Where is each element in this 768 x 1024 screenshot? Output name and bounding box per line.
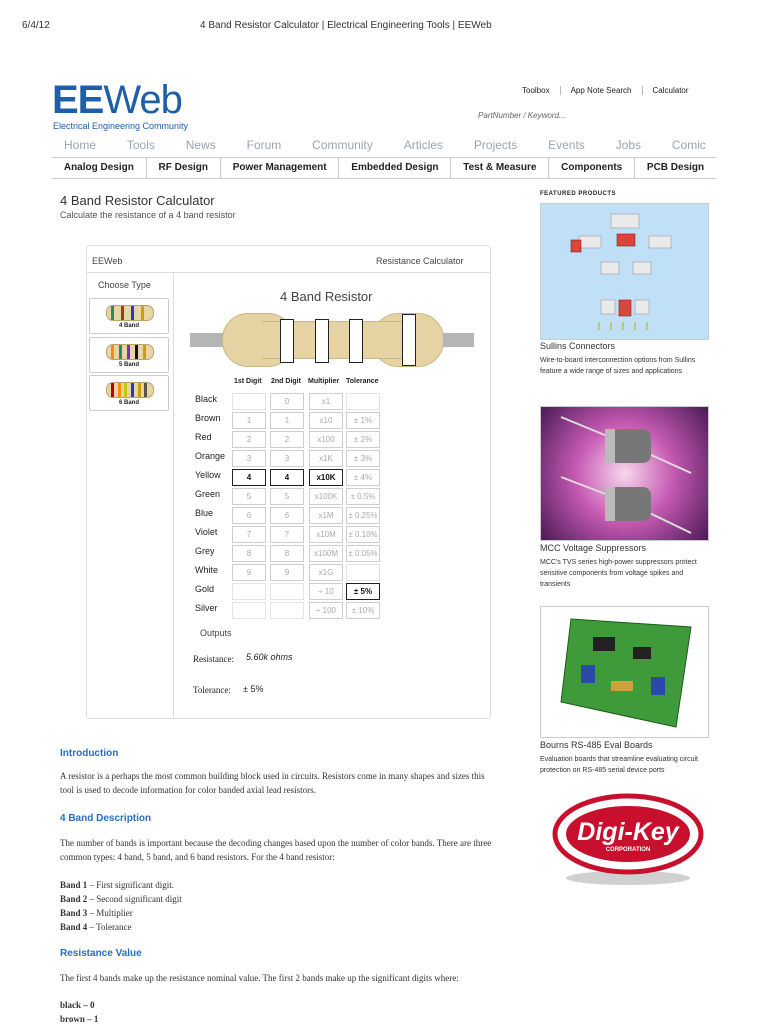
cell-tol-green[interactable]: ± 0.5% <box>346 488 380 505</box>
mini-band <box>143 345 146 359</box>
cell-mult-yellow[interactable]: x10K <box>309 469 343 486</box>
cell-mult-grey[interactable]: x100M <box>309 545 343 562</box>
top-links <box>512 86 699 95</box>
cell-tol-gold[interactable]: ± 5% <box>346 583 380 600</box>
cell-d1-yellow[interactable]: 4 <box>232 469 266 486</box>
resistor-4-band-icon <box>106 305 154 321</box>
resistance-value-text: The first 4 bands make up the resistance nominal value. The first 2 bands make up the significant digits where: <box>60 973 459 983</box>
tolerance-label: Tolerance: <box>193 685 231 695</box>
mcc-voltage-suppressors-title[interactable]: MCC Voltage Suppressors <box>540 543 647 553</box>
color-row-label: Gold <box>195 584 215 594</box>
digit-list <box>60 998 500 1024</box>
mini-band <box>118 383 121 397</box>
band-list <box>60 878 500 934</box>
color-row-label: Orange <box>195 451 226 461</box>
cell-d1-red[interactable]: 2 <box>232 431 266 448</box>
color-row-label: Red <box>195 432 212 442</box>
calculator-name: Resistance Calculator <box>376 256 464 266</box>
resistor-band-2 <box>315 319 329 363</box>
choose-type-label: Choose Type <box>98 280 151 290</box>
digikey-logo[interactable] <box>552 790 704 890</box>
cell-d1-green[interactable]: 5 <box>232 488 266 505</box>
cell-tol-silver[interactable]: ± 10% <box>346 602 380 619</box>
resistor-5-band-icon <box>106 344 154 360</box>
nav-community[interactable]: Community <box>312 138 373 152</box>
bourns-rs485-image[interactable] <box>540 606 709 738</box>
nav-projects[interactable]: Projects <box>473 138 518 152</box>
nav-events[interactable]: Events <box>548 138 585 152</box>
cell-tol-black <box>346 393 380 410</box>
sullins-connectors-title[interactable]: Sullins Connectors <box>540 341 616 351</box>
resistor-band-4 <box>402 314 416 366</box>
calculator-column-divider <box>173 273 174 718</box>
mini-band <box>141 306 144 320</box>
calculator-divider <box>87 272 490 273</box>
type-4-band-button[interactable] <box>89 298 169 334</box>
cell-tol-yellow[interactable]: ± 4% <box>346 469 380 486</box>
cell-d1-blue[interactable]: 6 <box>232 507 266 524</box>
cell-d2-black[interactable]: 0 <box>270 393 304 410</box>
nav-home[interactable]: Home <box>64 138 97 152</box>
color-row-label: White <box>195 565 219 575</box>
col-header-2nd-digit: 2nd Digit <box>271 378 301 385</box>
band-list-item: Band 1 – First significant digit. <box>60 880 175 890</box>
cat-analog-design[interactable]: Analog Design <box>63 162 134 173</box>
cell-tol-violet[interactable]: ± 0.10% <box>346 526 380 543</box>
cell-d1-silver <box>232 602 266 619</box>
tolerance-value: ± 5% <box>243 684 264 694</box>
color-row-label: Brown <box>195 413 221 423</box>
outputs-heading: Outputs <box>200 628 232 638</box>
col-header-1st-digit: 1st Digit <box>234 378 262 385</box>
cell-mult-red[interactable]: x100 <box>309 431 343 448</box>
cell-mult-violet[interactable]: x10M <box>309 526 343 543</box>
resistance-value: 5.60k ohms <box>246 652 293 662</box>
category-nav <box>52 157 716 179</box>
nav-forum[interactable]: Forum <box>246 138 282 152</box>
logo-tagline: Electrical Engineering Community <box>53 121 189 131</box>
search-input[interactable]: PartNumber / Keyword... <box>478 111 566 120</box>
cell-d1-white[interactable]: 9 <box>232 564 266 581</box>
intro-text: A resistor is a perhaps the most common building block used in circuits. Resistors come in many shapes and sizes this tool is used to decode information for color banded axial lead resistors. <box>60 771 485 795</box>
mini-band <box>111 345 114 359</box>
band-list-item: Band 3 – Multiplier <box>60 908 133 918</box>
nav-news[interactable]: News <box>185 138 216 152</box>
color-row-label: Black <box>195 394 218 404</box>
cell-d2-brown[interactable]: 1 <box>270 412 304 429</box>
cell-tol-grey[interactable]: ± 0.05% <box>346 545 380 562</box>
logo-ee: EE <box>52 78 104 122</box>
cat-rf-design[interactable]: RF Design <box>146 158 220 178</box>
page-subtitle: Calculate the resistance of a 4 band resistor <box>60 210 236 220</box>
band-list-item: Band 4 – Tolerance <box>60 922 132 932</box>
resistor-title: 4 Band Resistor <box>280 289 373 304</box>
col-header-tolerance: Tolerance <box>346 378 379 385</box>
cell-d1-grey[interactable]: 8 <box>232 545 266 562</box>
logo-web: Web <box>103 78 182 122</box>
digit-list-item: brown – 1 <box>60 1014 99 1024</box>
cat-power-management[interactable]: Power Management <box>220 158 339 178</box>
cell-d2-blue[interactable]: 6 <box>270 507 304 524</box>
app-note-search-link[interactable]: App Note Search <box>560 86 642 95</box>
cell-d2-silver <box>270 602 304 619</box>
digikey-logo-text: Digi-Key <box>577 818 679 846</box>
type-5-band-button[interactable] <box>89 337 169 373</box>
nav-comic[interactable]: Comic <box>671 138 706 152</box>
nav-jobs[interactable]: Jobs <box>615 138 642 152</box>
cell-tol-red[interactable]: ± 2% <box>346 431 380 448</box>
cell-mult-green[interactable]: x100K <box>309 488 343 505</box>
cell-d2-orange[interactable]: 3 <box>270 450 304 467</box>
cell-mult-brown[interactable]: x10 <box>309 412 343 429</box>
cell-d2-gold <box>270 583 304 600</box>
print-title: 4 Band Resistor Calculator | Electrical Engineering Tools | EEWeb <box>200 20 492 31</box>
cell-d1-black <box>232 393 266 410</box>
type-6-band-button[interactable] <box>89 375 169 411</box>
cell-tol-orange[interactable]: ± 3% <box>346 450 380 467</box>
resistor-band-1 <box>280 319 294 363</box>
toolbox-link[interactable]: Toolbox <box>522 86 550 95</box>
calculator-link[interactable]: Calculator <box>642 86 699 95</box>
page-title: 4 Band Resistor Calculator <box>60 193 215 208</box>
cell-mult-white[interactable]: x1G <box>309 564 343 581</box>
sullins-connectors-desc: Wire-to-board interconnection options from Sullins feature a wide range of sizes and applications <box>540 357 696 375</box>
band-description-heading: 4 Band Description <box>60 813 152 824</box>
cell-d1-orange[interactable]: 3 <box>232 450 266 467</box>
cell-mult-blue[interactable]: x1M <box>309 507 343 524</box>
cat-test-measure[interactable]: Test & Measure <box>450 158 548 178</box>
cell-mult-black[interactable]: x1 <box>309 393 343 410</box>
cell-tol-blue[interactable]: ± 0.25% <box>346 507 380 524</box>
band-description-text: The number of bands is important because the decoding changes based upon the number of color bands. There are three common types: 4 band, 5 band, and 6 band resistors. For the 4 band resistor: <box>60 838 492 862</box>
resistor-band-3 <box>349 319 363 363</box>
cell-d1-brown[interactable]: 1 <box>232 412 266 429</box>
cat-components[interactable]: Components <box>548 158 634 178</box>
cell-d1-gold <box>232 583 266 600</box>
mini-band <box>135 345 138 359</box>
resistor-lead-left <box>190 333 226 347</box>
nav-tools[interactable]: Tools <box>126 138 155 152</box>
cat-embedded-design[interactable]: Embedded Design <box>338 158 450 178</box>
type-4-band-label: 4 Band <box>118 323 139 329</box>
color-row-label: Green <box>195 489 221 499</box>
cell-d1-violet[interactable]: 7 <box>232 526 266 543</box>
resistance-value-heading: Resistance Value <box>60 948 142 959</box>
bourns-rs485-desc: Evaluation boards that streamline evaluating circuit protection on RS-485 serial device ports <box>540 756 698 774</box>
cell-d2-red[interactable]: 2 <box>270 431 304 448</box>
intro-heading: Introduction <box>60 748 119 759</box>
mini-band <box>111 306 114 320</box>
cell-d2-yellow[interactable]: 4 <box>270 469 304 486</box>
color-row-label: Silver <box>195 603 218 613</box>
band-list-item: Band 2 – Second significant digit <box>60 894 182 904</box>
print-date: 6/4/12 <box>22 20 50 31</box>
digikey-logo-sub: CORPORATION <box>605 847 651 853</box>
resistor-6-band-icon <box>106 382 154 398</box>
mcc-voltage-suppressors-image[interactable] <box>540 406 709 541</box>
cat-pcb-design[interactable]: PCB Design <box>634 158 716 178</box>
mini-band <box>131 306 134 320</box>
calculator-brand: EEWeb <box>92 256 123 266</box>
mini-band <box>124 383 127 397</box>
sullins-connectors-image[interactable] <box>540 203 709 340</box>
bourns-rs485-title[interactable]: Bourns RS-485 Eval Boards <box>540 740 653 750</box>
eeweb-logo[interactable] <box>52 80 182 120</box>
featured-products-heading: FEATURED PRODUCTS <box>540 191 617 197</box>
resistance-label: Resistance: <box>193 654 234 664</box>
nav-articles[interactable]: Articles <box>403 138 444 152</box>
cell-tol-white <box>346 564 380 581</box>
type-6-band-label: 6 Band <box>118 400 139 406</box>
color-row-label: Blue <box>195 508 214 518</box>
cell-d2-white[interactable]: 9 <box>270 564 304 581</box>
mini-band <box>121 306 124 320</box>
col-header-multiplier: Multiplier <box>308 378 340 385</box>
mini-band <box>144 383 147 397</box>
mini-band <box>119 345 122 359</box>
color-row-label: Violet <box>195 527 218 537</box>
cell-tol-brown[interactable]: ± 1% <box>346 412 380 429</box>
cell-mult-gold[interactable]: ÷ 10 <box>309 583 343 600</box>
mini-band <box>131 383 134 397</box>
cell-mult-silver[interactable]: ÷ 100 <box>309 602 343 619</box>
cell-d2-violet[interactable]: 7 <box>270 526 304 543</box>
cell-d2-green[interactable]: 5 <box>270 488 304 505</box>
type-5-band-label: 5 Band <box>118 362 139 368</box>
color-row-label: Yellow <box>195 470 221 480</box>
cell-mult-orange[interactable]: x1K <box>309 450 343 467</box>
mcc-voltage-suppressors-desc: MCC's TVS series high-power suppressors protect sensitive components from voltage spikes and transients <box>540 559 697 588</box>
mini-band <box>138 383 141 397</box>
mini-band <box>111 383 114 397</box>
main-nav <box>52 136 716 156</box>
mini-band <box>127 345 130 359</box>
cell-d2-grey[interactable]: 8 <box>270 545 304 562</box>
color-row-label: Grey <box>195 546 215 556</box>
digit-list-item: black – 0 <box>60 1000 95 1010</box>
